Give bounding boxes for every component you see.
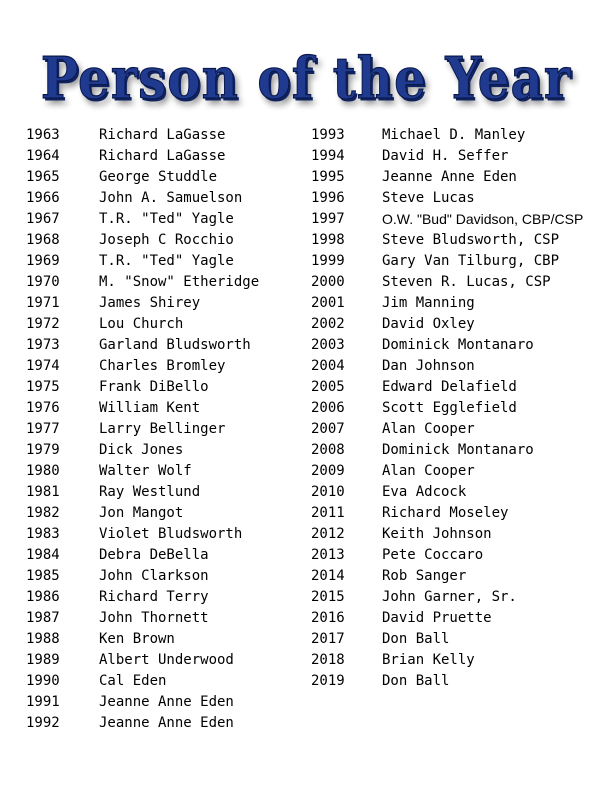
person-name: Steve Bludsworth, CSP <box>382 232 560 248</box>
person-name: Lou Church <box>99 316 184 332</box>
year: 1984 <box>26 547 60 563</box>
year: 2013 <box>311 547 345 563</box>
person-name: Richard LaGasse <box>99 127 226 143</box>
year: 1995 <box>311 169 345 185</box>
person-name: Jon Mangot <box>99 505 184 521</box>
year: 1970 <box>26 274 60 290</box>
person-name: Dominick Montanaro <box>382 337 534 353</box>
year: 2003 <box>311 337 345 353</box>
year: 1994 <box>311 148 345 164</box>
year: 1990 <box>26 673 60 689</box>
person-name: Jeanne Anne Eden <box>382 169 517 185</box>
year: 1991 <box>26 694 60 710</box>
person-name: Scott Egglefield <box>382 400 517 416</box>
person-name: Walter Wolf <box>99 463 192 479</box>
person-name: John Thornett <box>99 610 209 626</box>
person-name: John A. Samuelson <box>99 190 243 206</box>
year: 1985 <box>26 568 60 584</box>
year: 1980 <box>26 463 60 479</box>
person-name: Alan Cooper <box>382 463 475 479</box>
person-name: Joseph C Rocchio <box>99 232 234 248</box>
year: 2011 <box>311 505 345 521</box>
year: 2000 <box>311 274 345 290</box>
person-name: Albert Underwood <box>99 652 234 668</box>
year: 2006 <box>311 400 345 416</box>
person-name: Alan Cooper <box>382 421 475 437</box>
year: 1972 <box>26 316 60 332</box>
person-name: Steve Lucas <box>382 190 475 206</box>
person-name: Jim Manning <box>382 295 475 311</box>
person-name: T.R. "Ted" Yagle <box>99 253 234 269</box>
page-title: Person of the Year <box>40 44 572 112</box>
year: 2009 <box>311 463 345 479</box>
person-name: Pete Coccaro <box>382 547 484 563</box>
year: 2008 <box>311 442 345 458</box>
year: 1969 <box>26 253 60 269</box>
person-name: O.W. "Bud" Davidson, CBP/CSP <box>382 211 584 227</box>
person-name: Jeanne Anne Eden <box>99 694 234 710</box>
person-name: Brian Kelly <box>382 652 475 668</box>
year: 1993 <box>311 127 345 143</box>
person-name: David Pruette <box>382 610 492 626</box>
person-name: Charles Bromley <box>99 358 226 374</box>
person-name: Don Ball <box>382 673 450 689</box>
year: 1971 <box>26 295 60 311</box>
year: 1974 <box>26 358 60 374</box>
year: 1981 <box>26 484 60 500</box>
year: 2012 <box>311 526 345 542</box>
year: 2018 <box>311 652 345 668</box>
person-name: Don Ball <box>382 631 450 647</box>
person-name: Rob Sanger <box>382 568 467 584</box>
person-name: William Kent <box>99 400 201 416</box>
year: 2017 <box>311 631 345 647</box>
year: 1965 <box>26 169 60 185</box>
year: 1979 <box>26 442 60 458</box>
year: 1989 <box>26 652 60 668</box>
person-name: John Garner, Sr. <box>382 589 517 605</box>
person-name: Cal Eden <box>99 673 167 689</box>
year: 1973 <box>26 337 60 353</box>
year: 1976 <box>26 400 60 416</box>
year: 1977 <box>26 421 60 437</box>
person-name: Dominick Montanaro <box>382 442 534 458</box>
year: 1996 <box>311 190 345 206</box>
year: 2007 <box>311 421 345 437</box>
person-name: Dick Jones <box>99 442 184 458</box>
person-name: Richard Moseley <box>382 505 509 521</box>
person-name: John Clarkson <box>99 568 209 584</box>
year: 2001 <box>311 295 345 311</box>
person-name: George Studdle <box>99 169 218 185</box>
year: 2005 <box>311 379 345 395</box>
person-name: Larry Bellinger <box>99 421 226 437</box>
year: 1968 <box>26 232 60 248</box>
year: 2016 <box>311 610 345 626</box>
person-name: Debra DeBella <box>99 547 209 563</box>
year: 2015 <box>311 589 345 605</box>
person-name: Frank DiBello <box>99 379 209 395</box>
year: 1997 <box>311 211 345 227</box>
person-name: David H. Seffer <box>382 148 509 164</box>
year: 1975 <box>26 379 60 395</box>
person-name: M. "Snow" Etheridge <box>99 274 260 290</box>
person-name: James Shirey <box>99 295 201 311</box>
year: 1998 <box>311 232 345 248</box>
person-name: David Oxley <box>382 316 475 332</box>
year: 1992 <box>26 715 60 731</box>
year: 2010 <box>311 484 345 500</box>
year: 2002 <box>311 316 345 332</box>
person-name: Eva Adcock <box>382 484 467 500</box>
year: 2014 <box>311 568 345 584</box>
year: 1964 <box>26 148 60 164</box>
person-name: Steven R. Lucas, CSP <box>382 274 551 290</box>
person-name: Richard LaGasse <box>99 148 226 164</box>
year: 1966 <box>26 190 60 206</box>
year: 1967 <box>26 211 60 227</box>
year: 1986 <box>26 589 60 605</box>
person-name: Jeanne Anne Eden <box>99 715 234 731</box>
person-name: Garland Bludsworth <box>99 337 251 353</box>
person-name: Michael D. Manley <box>382 127 526 143</box>
person-name: Dan Johnson <box>382 358 475 374</box>
person-name: Gary Van Tilburg, CBP <box>382 253 560 269</box>
year: 1963 <box>26 127 60 143</box>
person-name: Ray Westlund <box>99 484 201 500</box>
person-name: Violet Bludsworth <box>99 526 243 542</box>
year: 1987 <box>26 610 60 626</box>
person-name: T.R. "Ted" Yagle <box>99 211 234 227</box>
year: 1982 <box>26 505 60 521</box>
year: 2004 <box>311 358 345 374</box>
year: 1983 <box>26 526 60 542</box>
person-name: Edward Delafield <box>382 379 517 395</box>
year: 1999 <box>311 253 345 269</box>
year: 1988 <box>26 631 60 647</box>
year: 2019 <box>311 673 345 689</box>
person-name: Ken Brown <box>99 631 175 647</box>
person-name: Richard Terry <box>99 589 209 605</box>
person-name: Keith Johnson <box>382 526 492 542</box>
